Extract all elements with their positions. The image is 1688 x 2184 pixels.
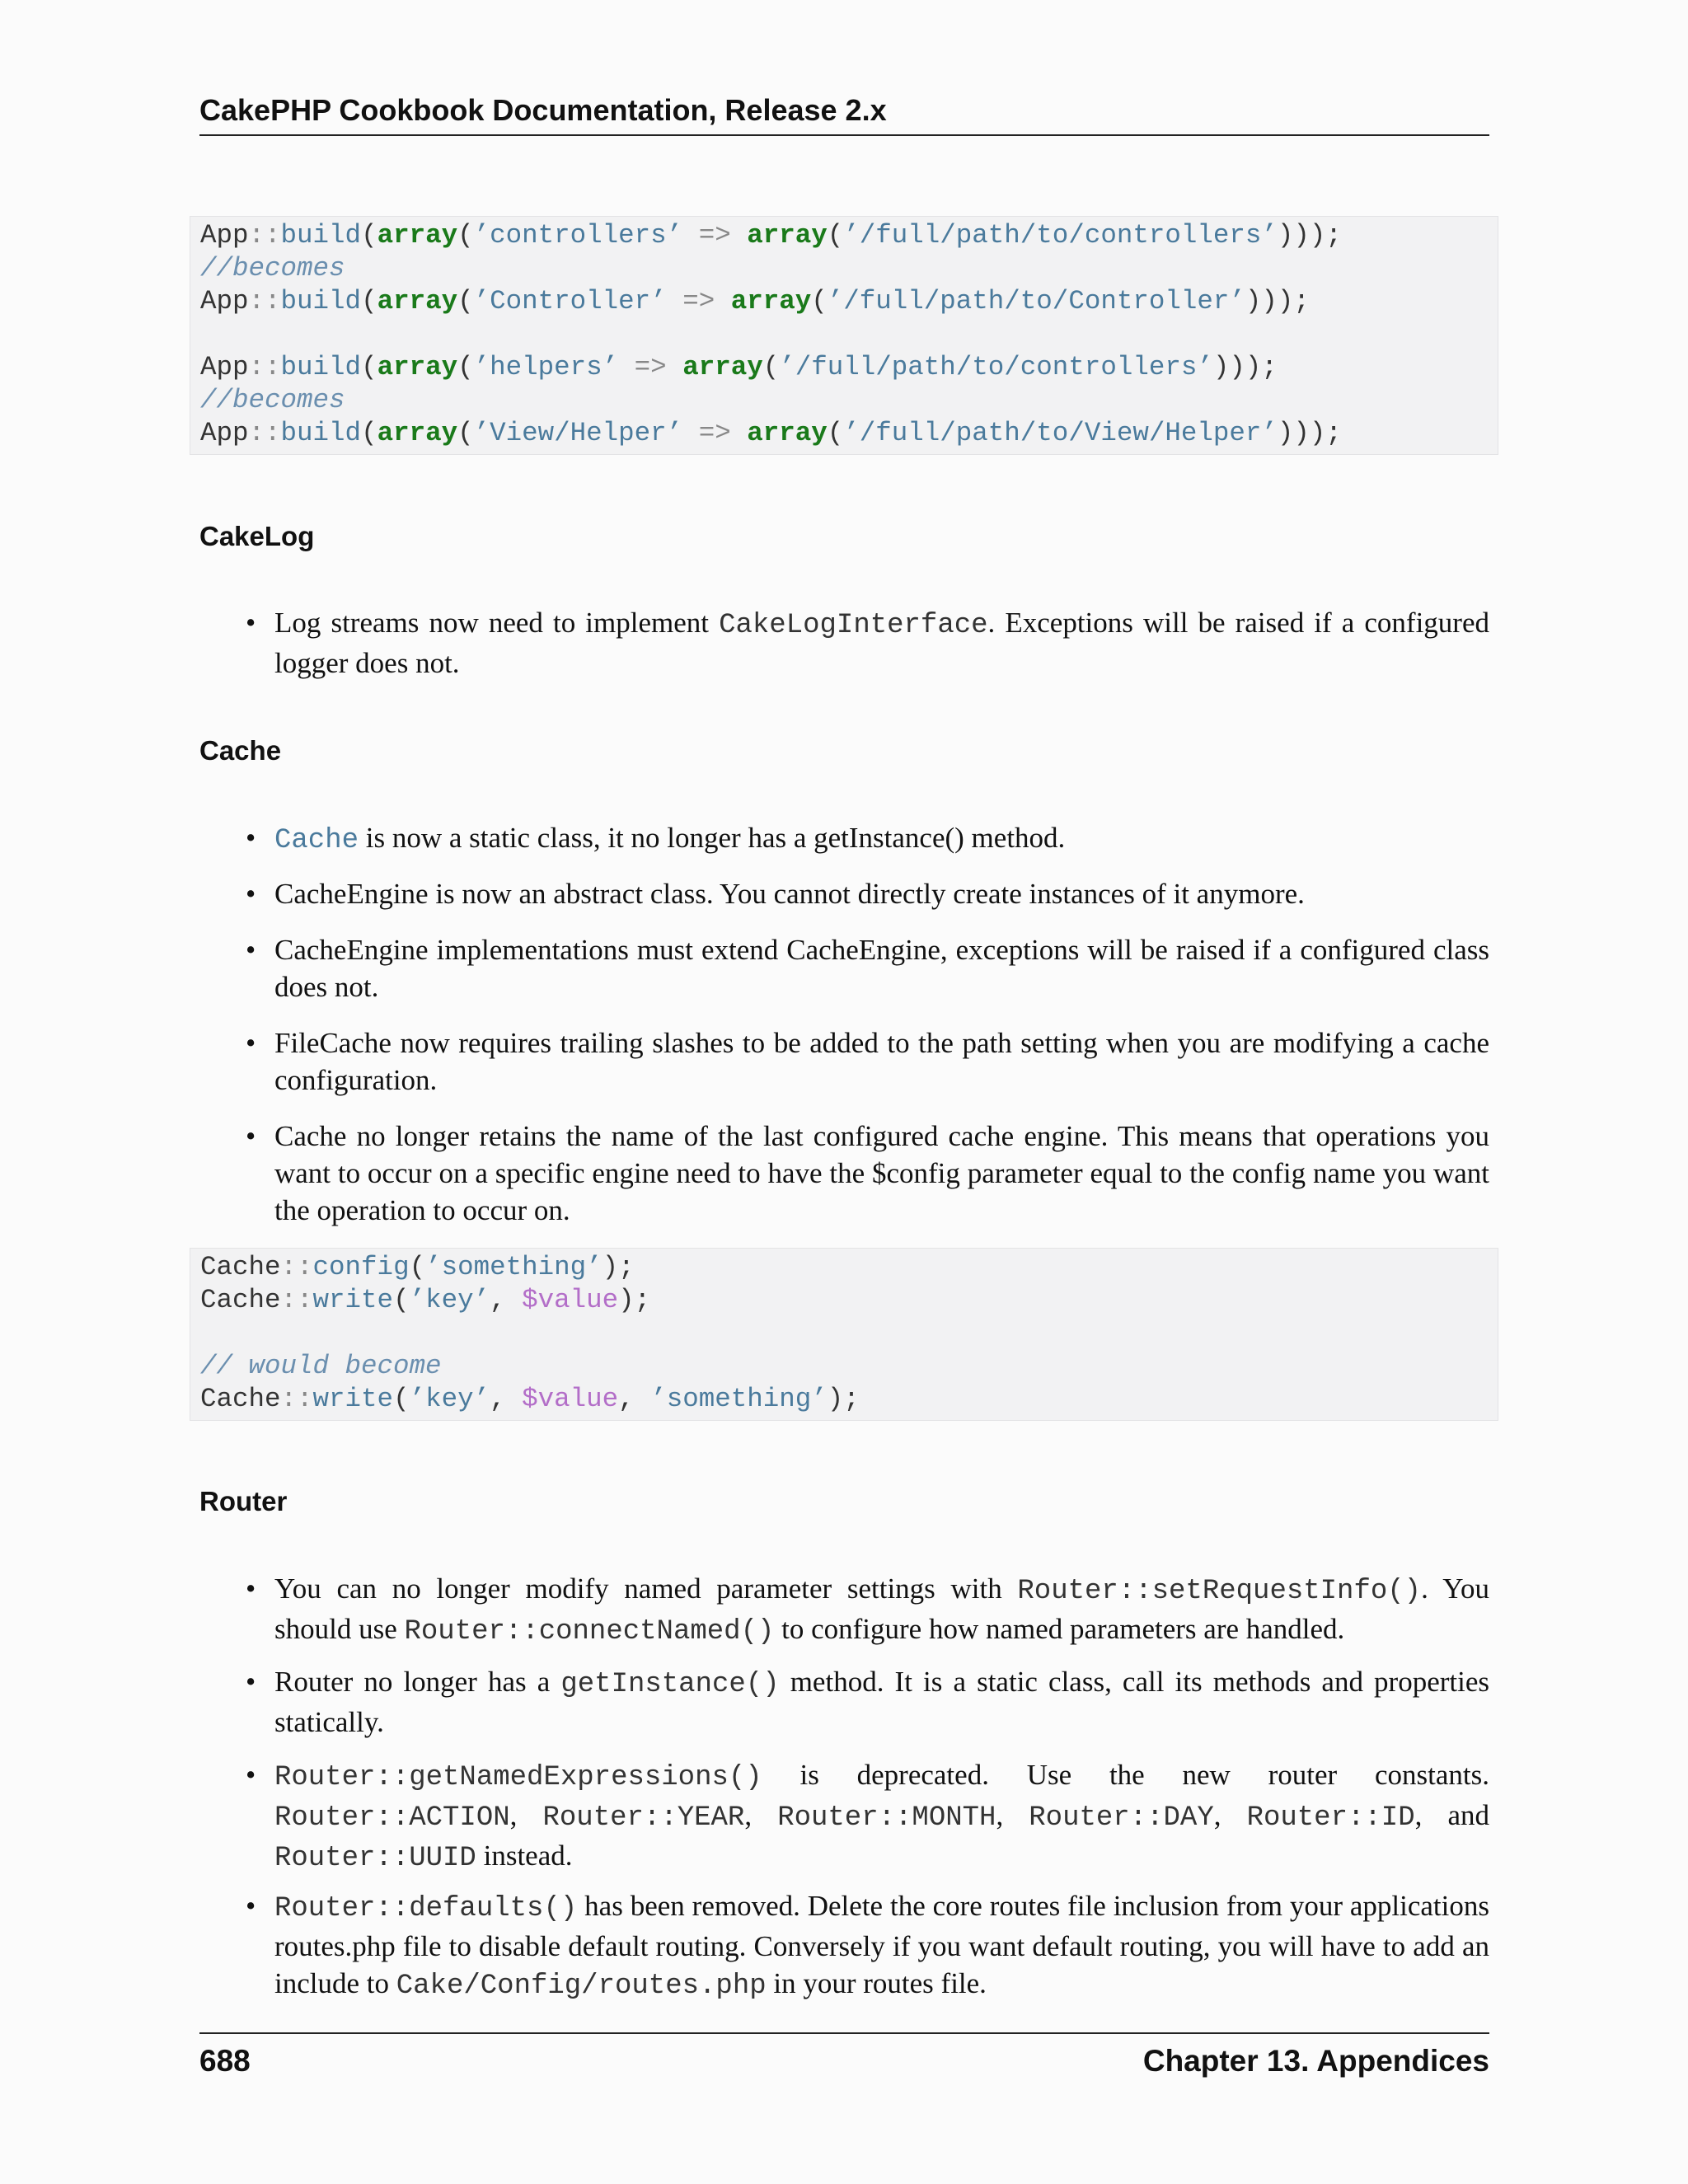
text-run: to configure how named parameters are handled. bbox=[774, 1613, 1345, 1645]
inline-code: Router::UUID bbox=[274, 1843, 476, 1874]
text-run: , bbox=[996, 1799, 1029, 1831]
code-token: ’key’ bbox=[409, 1384, 490, 1414]
code-token: App bbox=[200, 286, 249, 316]
code-token: $value bbox=[522, 1285, 619, 1315]
code-token: ))); bbox=[1277, 220, 1342, 251]
code-line bbox=[200, 351, 1498, 384]
code-token bbox=[715, 286, 731, 316]
text-run: Router no longer has a bbox=[274, 1666, 561, 1698]
code-line bbox=[200, 252, 1498, 285]
code-token: config bbox=[312, 1252, 410, 1282]
code-token: array bbox=[377, 352, 458, 382]
text-run: , bbox=[509, 1799, 543, 1831]
code-line bbox=[200, 285, 1498, 318]
code-line bbox=[200, 1251, 1498, 1284]
text-run: CacheEngine implementations must extend CacheEngine, exceptions will be raised if a configured class does not. bbox=[274, 934, 1489, 1003]
code-token bbox=[682, 418, 699, 448]
code-token: ( bbox=[393, 1285, 410, 1315]
text-run: You can no longer modify named parameter settings with bbox=[274, 1572, 1018, 1605]
code-token: ’helpers’ bbox=[473, 352, 619, 382]
code-token: ’controllers’ bbox=[473, 220, 683, 251]
code-token: build bbox=[280, 220, 362, 251]
inline-code: Router::getNamedExpressions() bbox=[274, 1762, 762, 1793]
inline-code: Router::defaults() bbox=[274, 1893, 578, 1924]
list-item bbox=[247, 1663, 1489, 1741]
code-token: ( bbox=[457, 220, 474, 251]
code-block-app-build bbox=[190, 216, 1498, 455]
code-token bbox=[667, 352, 683, 382]
code-token: // would become bbox=[200, 1351, 442, 1381]
code-token: Cache bbox=[200, 1252, 281, 1282]
inline-code: Router::ACTION bbox=[274, 1802, 510, 1834]
code-token: ( bbox=[361, 220, 377, 251]
list-item bbox=[247, 819, 1489, 860]
code-token: ( bbox=[361, 418, 377, 448]
inline-code: Router::MONTH bbox=[777, 1802, 996, 1834]
text-run: , and bbox=[1414, 1799, 1489, 1831]
code-token: ’/full/path/to/Controller’ bbox=[827, 286, 1245, 316]
code-token: ( bbox=[361, 286, 377, 316]
code-token: build bbox=[280, 418, 362, 448]
text-run: instead. bbox=[476, 1840, 573, 1872]
code-token: ); bbox=[618, 1285, 651, 1315]
bullet-icon: • bbox=[246, 1572, 256, 1605]
code-line bbox=[200, 417, 1498, 450]
footer-rule bbox=[199, 2032, 1489, 2034]
inline-code: Router::setRequestInfo() bbox=[1017, 1576, 1422, 1607]
inline-code: Router::DAY bbox=[1029, 1802, 1214, 1834]
code-token: //becomes bbox=[200, 253, 345, 284]
code-token: //becomes bbox=[200, 385, 345, 415]
code-token: ( bbox=[762, 352, 780, 382]
code-token: => bbox=[634, 352, 667, 382]
code-block-cache-write bbox=[190, 1248, 1498, 1421]
list-item bbox=[247, 1024, 1489, 1099]
bullet-icon: • bbox=[246, 1027, 256, 1059]
code-token: ( bbox=[393, 1384, 410, 1414]
code-token: $value bbox=[522, 1384, 619, 1414]
text-run: FileCache now requires trailing slashes to be added to the path setting when you are modifying a cache configuration. bbox=[274, 1027, 1489, 1096]
code-token: ( bbox=[811, 286, 828, 316]
code-token: :: bbox=[248, 352, 281, 382]
text-run: . Exceptions will be raised if a configured logger does not. bbox=[274, 607, 1489, 679]
bullet-icon: • bbox=[246, 934, 256, 966]
text-run: , bbox=[744, 1799, 778, 1831]
code-token bbox=[618, 352, 635, 382]
list-item-text bbox=[247, 1024, 1489, 1099]
code-token: ( bbox=[409, 1252, 426, 1282]
code-token: , bbox=[490, 1285, 523, 1315]
inline-code: Router::ID bbox=[1246, 1802, 1415, 1834]
code-token: array bbox=[377, 286, 458, 316]
code-token: ( bbox=[457, 286, 474, 316]
inline-code: Cake/Config/routes.php bbox=[396, 1971, 767, 2002]
bullet-icon: • bbox=[246, 1666, 256, 1698]
text-run: method. It is a static class, call its methods and properties statically. bbox=[274, 1666, 1489, 1738]
bullet-icon: • bbox=[246, 1759, 256, 1791]
code-token: array bbox=[747, 418, 828, 448]
inline-code: Router::connectNamed() bbox=[404, 1616, 775, 1647]
bullet-icon: • bbox=[246, 1890, 256, 1922]
code-token: write bbox=[312, 1285, 394, 1315]
code-token: Cache bbox=[200, 1285, 281, 1315]
code-token: ( bbox=[827, 418, 844, 448]
code-token: write bbox=[312, 1384, 394, 1414]
code-token: ( bbox=[457, 418, 474, 448]
code-token: ( bbox=[457, 352, 474, 382]
text-run: is now a static class, it no longer has a getInstance() method. bbox=[359, 822, 1066, 854]
list-item bbox=[247, 1887, 1489, 2005]
code-line bbox=[200, 1284, 1498, 1317]
list-item-text bbox=[247, 1887, 1489, 2005]
code-line bbox=[200, 318, 1498, 351]
code-token: ); bbox=[602, 1252, 635, 1282]
chapter-title: Chapter 13. Appendices bbox=[1142, 2044, 1489, 2078]
page-number: 688 bbox=[199, 2044, 251, 2078]
text-run: CacheEngine is now an abstract class. You cannot directly create instances of it anymore. bbox=[274, 878, 1305, 910]
code-line bbox=[200, 1350, 1498, 1383]
code-token: , bbox=[490, 1384, 523, 1414]
code-token: ))); bbox=[1245, 286, 1310, 316]
running-header: CakePHP Cookbook Documentation, Release 2.x bbox=[199, 93, 887, 127]
list-item-text bbox=[247, 819, 1489, 860]
section-title-router: Router bbox=[199, 1486, 288, 1516]
text-run: Cache no longer retains the name of the last configured cache engine. This means that operations you want to occur on a specific engine need to have the $config parameter equal to the config name you want the operation to occur on. bbox=[274, 1120, 1489, 1226]
code-token: => bbox=[698, 220, 731, 251]
list-item-text bbox=[247, 1663, 1489, 1741]
code-token: => bbox=[682, 286, 715, 316]
code-token: build bbox=[280, 286, 362, 316]
section-title-cache: Cache bbox=[199, 735, 282, 766]
inline-code: Router::YEAR bbox=[542, 1802, 745, 1834]
list-item bbox=[247, 875, 1489, 912]
inline-code: getInstance() bbox=[560, 1669, 780, 1700]
code-token: :: bbox=[280, 1285, 313, 1315]
bullet-icon: • bbox=[246, 878, 256, 910]
list-item bbox=[247, 1118, 1489, 1229]
code-token bbox=[731, 418, 748, 448]
code-token: array bbox=[377, 220, 458, 251]
list-item bbox=[247, 604, 1489, 682]
code-token: :: bbox=[248, 418, 281, 448]
section-title-cakelog: CakeLog bbox=[199, 521, 315, 551]
code-token: , bbox=[618, 1384, 651, 1414]
code-token: :: bbox=[280, 1384, 313, 1414]
code-token: ( bbox=[827, 220, 844, 251]
code-line bbox=[200, 1383, 1498, 1416]
code-token: => bbox=[698, 418, 731, 448]
code-token: Cache bbox=[200, 1384, 281, 1414]
code-token: build bbox=[280, 352, 362, 382]
list-item bbox=[247, 1756, 1489, 1877]
code-line bbox=[200, 1317, 1498, 1350]
list-item-text bbox=[247, 1756, 1489, 1877]
list-item-text bbox=[247, 875, 1489, 912]
code-token: :: bbox=[248, 220, 281, 251]
text-run: . You should use bbox=[274, 1572, 1489, 1645]
code-token: ’Controller’ bbox=[473, 286, 667, 316]
code-token bbox=[667, 286, 683, 316]
code-token: ))); bbox=[1277, 418, 1342, 448]
text-run: , bbox=[1213, 1799, 1247, 1831]
code-token: :: bbox=[280, 1252, 313, 1282]
code-token: ); bbox=[827, 1384, 860, 1414]
bullet-icon: • bbox=[246, 1120, 256, 1152]
code-token: App bbox=[200, 220, 249, 251]
inline-code-link[interactable]: Cache bbox=[274, 825, 359, 856]
list-item-text bbox=[247, 604, 1489, 682]
code-token: ( bbox=[361, 352, 377, 382]
list-item-text bbox=[247, 931, 1489, 1005]
code-token: ))); bbox=[1212, 352, 1278, 382]
code-token: ’something’ bbox=[425, 1252, 603, 1282]
list-item bbox=[247, 931, 1489, 1005]
text-run: has been removed. Delete the core routes file inclusion from your applications routes.php file to disable default routing. Conversely if you want default routing, you will have to add an include to bbox=[274, 1890, 1489, 1999]
code-token: array bbox=[747, 220, 828, 251]
code-token: array bbox=[730, 286, 812, 316]
code-token: ’/full/path/to/controllers’ bbox=[779, 352, 1213, 382]
code-token: :: bbox=[248, 286, 281, 316]
bullet-icon: • bbox=[246, 607, 256, 639]
code-token: App bbox=[200, 352, 249, 382]
bullet-icon: • bbox=[246, 822, 256, 854]
text-run: Log streams now need to implement bbox=[274, 607, 720, 639]
text-run: in your routes file. bbox=[766, 1967, 987, 1999]
header-rule bbox=[199, 134, 1489, 136]
list-item-text bbox=[247, 1570, 1489, 1651]
list-item-text bbox=[247, 1118, 1489, 1229]
code-token: ’/full/path/to/View/Helper’ bbox=[843, 418, 1278, 448]
code-token bbox=[731, 220, 748, 251]
code-line bbox=[200, 384, 1498, 417]
code-token: array bbox=[377, 418, 458, 448]
code-line bbox=[200, 219, 1498, 252]
text-run: is deprecated. Use the new router constants. bbox=[762, 1759, 1489, 1791]
code-token: ’something’ bbox=[650, 1384, 828, 1414]
inline-code: CakeLogInterface bbox=[719, 610, 988, 641]
code-token: ’/full/path/to/controllers’ bbox=[843, 220, 1278, 251]
code-token: App bbox=[200, 418, 249, 448]
code-token: array bbox=[682, 352, 763, 382]
list-item bbox=[247, 1570, 1489, 1651]
code-token: ’View/Helper’ bbox=[473, 418, 683, 448]
code-token: ’key’ bbox=[409, 1285, 490, 1315]
code-token bbox=[682, 220, 699, 251]
